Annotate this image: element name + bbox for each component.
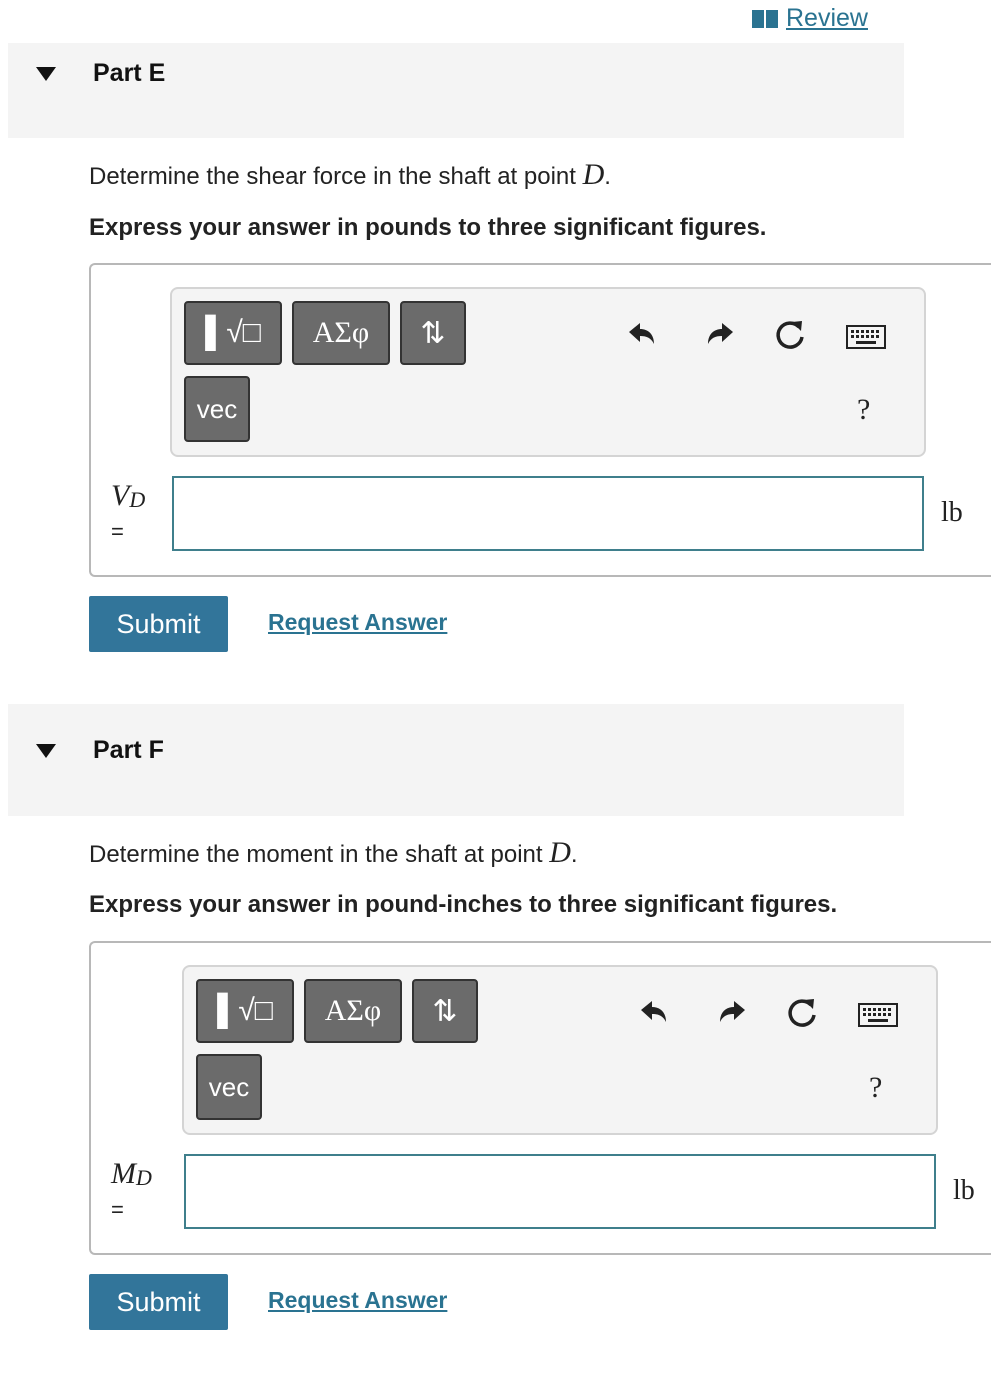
variable-label <box>111 1157 152 1191</box>
reset-icon[interactable] <box>770 315 810 355</box>
triangle-down-icon[interactable] <box>36 67 56 81</box>
help-button[interactable]: ? <box>869 1071 883 1104</box>
undo-icon[interactable] <box>622 317 662 353</box>
part-f-prompt <box>89 836 578 870</box>
arrows-button[interactable]: ⇅ <box>400 301 466 365</box>
greek-symbols-button[interactable]: ΑΣφ <box>304 979 402 1043</box>
prompt-end: . <box>570 841 578 868</box>
variable-label <box>111 479 145 513</box>
equals-sign: = <box>111 519 124 544</box>
variable-main: M <box>111 1157 136 1190</box>
part-e-answer-box <box>89 263 991 577</box>
review-label: Review <box>786 4 868 32</box>
prompt-end: . <box>604 163 611 190</box>
part-f-header[interactable] <box>8 704 904 816</box>
part-e-instruction: Express your answer in pounds to three significant figures. <box>89 214 767 241</box>
answer-input[interactable] <box>172 476 924 551</box>
templates-button[interactable]: ▌√□ <box>184 301 282 365</box>
unit-label: lb <box>953 1175 975 1206</box>
prompt-variable: D <box>582 158 605 191</box>
redo-icon[interactable] <box>700 317 740 353</box>
keyboard-icon[interactable] <box>844 323 888 351</box>
help-button[interactable]: ? <box>857 393 871 426</box>
book-icon <box>752 10 778 28</box>
math-toolbar <box>182 965 938 1135</box>
prompt-text: Determine the moment in the shaft at point <box>89 841 550 868</box>
request-answer-link[interactable]: Request Answer <box>268 609 448 635</box>
keyboard-icon[interactable] <box>856 1001 900 1029</box>
variable-subscript: D <box>129 487 146 512</box>
triangle-down-icon[interactable] <box>36 744 56 758</box>
vec-button[interactable]: vec <box>184 376 250 442</box>
review-link[interactable] <box>752 4 868 33</box>
vec-button[interactable]: vec <box>196 1054 262 1120</box>
submit-button[interactable]: Submit <box>89 596 228 652</box>
arrows-button[interactable]: ⇅ <box>412 979 478 1043</box>
part-e-prompt <box>89 158 611 192</box>
variable-subscript: D <box>136 1165 152 1190</box>
part-e-header[interactable] <box>8 43 904 138</box>
answer-input[interactable] <box>184 1154 936 1229</box>
part-f-title: Part F <box>93 736 164 764</box>
prompt-variable: D <box>549 836 571 869</box>
reset-icon[interactable] <box>782 993 822 1033</box>
undo-icon[interactable] <box>634 995 674 1031</box>
variable-main: V <box>111 479 130 512</box>
part-e-title: Part E <box>93 59 166 87</box>
part-f-answer-box <box>89 941 991 1255</box>
prompt-text: Determine the shear force in the shaft at point <box>89 163 583 190</box>
greek-symbols-button[interactable]: ΑΣφ <box>292 301 390 365</box>
request-answer-link[interactable]: Request Answer <box>268 1287 448 1313</box>
redo-icon[interactable] <box>712 995 752 1031</box>
math-toolbar <box>170 287 926 457</box>
submit-button[interactable]: Submit <box>89 1274 228 1330</box>
part-f-instruction: Express your answer in pound-inches to three significant figures. <box>89 891 838 918</box>
templates-button[interactable]: ▌√□ <box>196 979 294 1043</box>
equals-sign: = <box>111 1197 124 1222</box>
unit-label: lb <box>941 497 963 528</box>
